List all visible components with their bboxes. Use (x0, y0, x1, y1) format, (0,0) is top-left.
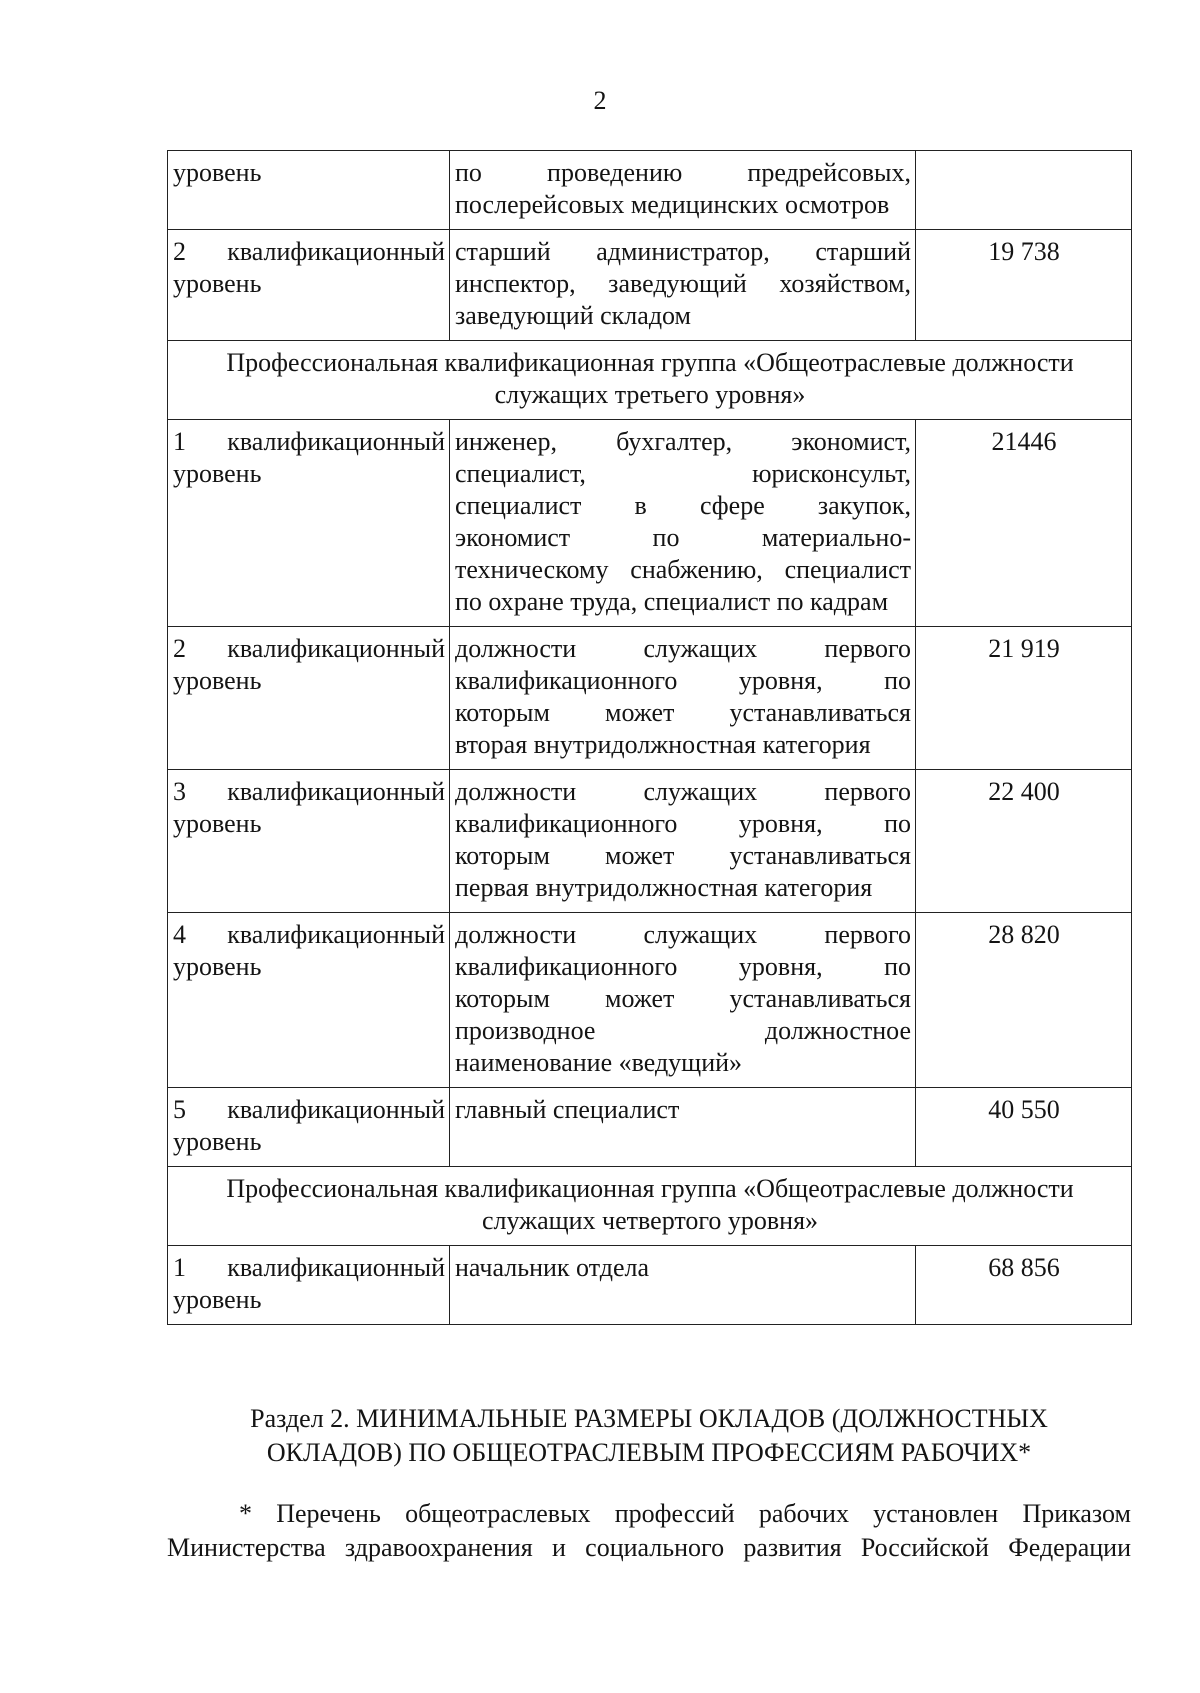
level-cell (168, 770, 450, 913)
group-header-row (168, 1167, 1132, 1246)
position-text (455, 776, 911, 904)
salary-table (167, 150, 1132, 1325)
table-row (168, 627, 1132, 770)
position-line: квалификационного уровня, по (455, 952, 911, 981)
level-line: уровень (173, 269, 262, 298)
position-line: по охране труда, специалист по кадрам (455, 587, 889, 616)
level-line: 1 квалификационный (173, 427, 445, 456)
table-row (168, 1246, 1132, 1325)
level-line: уровень (173, 459, 262, 488)
level-cell (168, 1088, 450, 1167)
position-line: заведующий складом (455, 301, 692, 330)
footnote (167, 1497, 1131, 1565)
position-cell (450, 1246, 916, 1325)
salary-cell: 21 919 (916, 627, 1132, 770)
section-title-line: Раздел 2. МИНИМАЛЬНЫЕ РАЗМЕРЫ ОКЛАДОВ (ДОЛЖНОСТНЫХ (250, 1404, 1048, 1433)
footnote-line: * Перечень общеотраслевых профессий рабочих установлен Приказом (239, 1499, 1131, 1528)
position-line: производное должностное (455, 1016, 911, 1045)
level-line: уровень (173, 666, 262, 695)
position-line: квалификационного уровня, по (455, 666, 911, 695)
position-text (455, 633, 911, 761)
level-line: уровень (173, 952, 262, 981)
position-line: наименование «ведущий» (455, 1048, 743, 1077)
salary-cell: 22 400 (916, 770, 1132, 913)
position-line: которым может устанавливаться (455, 698, 911, 727)
position-line: начальник отдела (455, 1253, 650, 1282)
level-line: 4 квалификационный (173, 920, 445, 949)
table-row (168, 230, 1132, 341)
table-row (168, 913, 1132, 1088)
position-text (455, 236, 911, 332)
table-row (168, 1088, 1132, 1167)
level-line: 3 квалификационный (173, 777, 445, 806)
position-line: техническому снабжению, специалист (455, 555, 911, 584)
group-header-row (168, 341, 1132, 420)
position-line: первая внутридолжностная категория (455, 873, 873, 902)
salary-cell: 40 550 (916, 1088, 1132, 1167)
level-line: 1 квалификационный (173, 1253, 445, 1282)
position-cell (450, 627, 916, 770)
position-cell (450, 770, 916, 913)
level-line: уровень (173, 809, 262, 838)
position-cell (450, 1088, 916, 1167)
position-text (455, 919, 911, 1079)
salary-cell: 19 738 (916, 230, 1132, 341)
group-header-cell: Профессиональная квалификационная группа «Общеотраслевые должности служащих третьего уровня» (168, 341, 1132, 420)
level-line: 2 квалификационный (173, 634, 445, 663)
position-cell (450, 913, 916, 1088)
salary-table-body (168, 151, 1132, 1325)
salary-cell (916, 151, 1132, 230)
level-line: уровень (173, 158, 262, 187)
position-text (455, 157, 911, 221)
level-cell (168, 230, 450, 341)
level-cell (168, 913, 450, 1088)
level-cell (168, 151, 450, 230)
level-line: уровень (173, 1285, 262, 1314)
level-cell (168, 420, 450, 627)
table-row (168, 420, 1132, 627)
section-title (167, 1402, 1131, 1470)
position-text (455, 426, 911, 618)
position-line: должности служащих первого (455, 920, 911, 949)
position-cell (450, 420, 916, 627)
table-row (168, 151, 1132, 230)
position-cell (450, 151, 916, 230)
position-line: вторая внутридолжностная категория (455, 730, 871, 759)
position-line: квалификационного уровня, по (455, 809, 911, 838)
position-line: послерейсовых медицинских осмотров (455, 190, 890, 219)
position-line: старший администратор, старший (455, 237, 911, 266)
position-line: должности служащих первого (455, 777, 911, 806)
footnote-line: Министерства здравоохранения и социального развития Российской Федерации (167, 1533, 1131, 1562)
level-line: 2 квалификационный (173, 237, 445, 266)
level-cell (168, 627, 450, 770)
position-line: экономист по материально- (455, 523, 911, 552)
position-cell (450, 230, 916, 341)
position-line: должности служащих первого (455, 634, 911, 663)
level-cell (168, 1246, 450, 1325)
position-line: специалист в сфере закупок, (455, 491, 911, 520)
position-line: по проведению предрейсовых, (455, 158, 911, 187)
position-line: специалист, юрисконсульт, (455, 459, 911, 488)
page-number: 2 (593, 86, 607, 115)
salary-cell: 28 820 (916, 913, 1132, 1088)
table-row (168, 770, 1132, 913)
position-line: которым может устанавливаться (455, 984, 911, 1013)
position-line: главный специалист (455, 1095, 680, 1124)
section-title-line: ОКЛАДОВ) ПО ОБЩЕОТРАСЛЕВЫМ ПРОФЕССИЯМ РАБОЧИХ* (266, 1438, 1032, 1467)
level-line: уровень (173, 1127, 262, 1156)
position-text (455, 1252, 911, 1284)
position-text (455, 1094, 911, 1126)
position-line: инженер, бухгалтер, экономист, (455, 427, 911, 456)
salary-cell: 68 856 (916, 1246, 1132, 1325)
position-line: которым может устанавливаться (455, 841, 911, 870)
salary-cell: 21446 (916, 420, 1132, 627)
group-header-cell: Профессиональная квалификационная группа «Общеотраслевые должности служащих четвертого уровня» (168, 1167, 1132, 1246)
position-line: инспектор, заведующий хозяйством, (455, 269, 911, 298)
level-line: 5 квалификационный (173, 1095, 445, 1124)
